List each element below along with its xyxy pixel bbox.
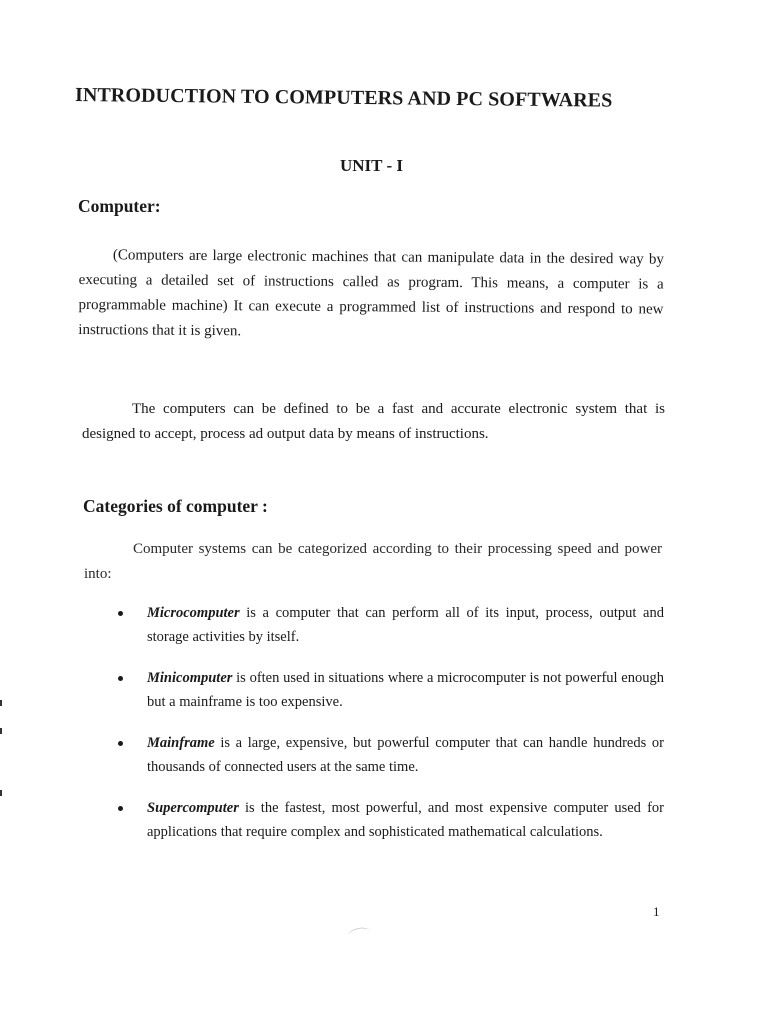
bullet-icon [118, 676, 123, 681]
list-item-microcomputer [118, 601, 664, 649]
categories-intro-paragraph: Computer systems can be categorized according to their processing speed and power into: [84, 541, 662, 582]
description-minicomputer: is often used in situations where a microcomputer is not powerful enough but a mainframe is too expensive. [147, 670, 664, 710]
bullet-icon [118, 806, 123, 811]
scan-smudge [347, 926, 371, 941]
term-minicomputer: Minicomputer [147, 670, 233, 686]
scan-edge-mark [0, 700, 2, 706]
computer-system-paragraph: The computers can be defined to be a fast and accurate electronic system that is designed to accept, process ad output data by means of instructions. [82, 401, 665, 442]
description-mainframe: is a large, expensive, but powerful computer that can handle hundreds or thousands of connected users at the same time. [147, 735, 664, 775]
list-item-mainframe [118, 731, 664, 779]
term-microcomputer: Microcomputer [147, 605, 240, 621]
list-item-minicomputer [118, 666, 664, 714]
list-item-supercomputer [118, 796, 664, 844]
description-supercomputer: is the fastest, most powerful, and most expensive computer used for applications that require complex and sophisticated mathematical calculations. [147, 800, 664, 840]
bullet-icon [118, 741, 123, 746]
computer-definition-paragraph: (Computers are large electronic machines that can manipulate data in the desired way by executing a detailed set of instructions called as program. This means, a computer is a programmable machine) It can execute a programmed list of instructions and respond to new instructions that it is given. [78, 247, 664, 340]
term-mainframe: Mainframe [147, 735, 215, 751]
categories-list [118, 601, 664, 861]
document-title: INTRODUCTION TO COMPUTERS AND PC SOFTWARES [74, 84, 613, 112]
description-microcomputer: is a computer that can perform all of its input, process, output and storage activities by itself. [147, 605, 664, 645]
section-heading-computer: Computer: [78, 196, 161, 216]
scan-edge-mark [0, 728, 2, 734]
section-heading-categories: Categories of computer : [83, 496, 268, 516]
unit-heading: UNIT - I [340, 156, 403, 175]
scan-edge-mark [0, 790, 2, 796]
page-number: 1 [653, 904, 660, 919]
term-supercomputer: Supercomputer [147, 800, 239, 816]
bullet-icon [118, 611, 123, 616]
